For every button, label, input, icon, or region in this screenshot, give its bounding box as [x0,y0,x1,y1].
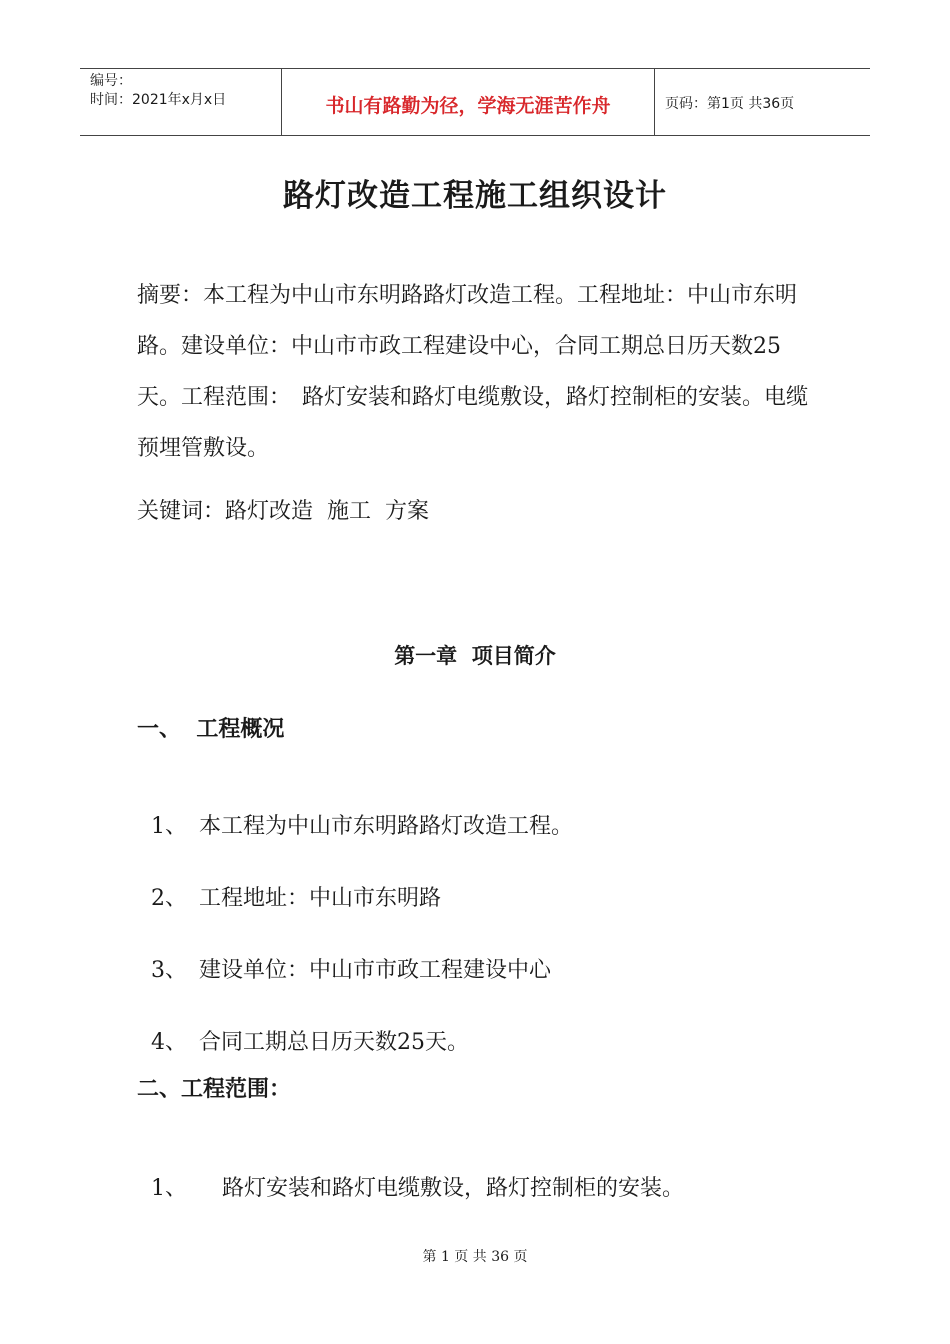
list-item-text: 工程地址：中山市东明路 [199,886,442,911]
document-time-label: 时间：2021年x月x日 [90,92,227,108]
list-item-number: 3、 [151,958,187,983]
header-meta [80,69,282,135]
page-header [80,68,870,136]
keywords-line: 关键词：路灯改造 施工 方案 [137,499,429,524]
list-item-text: 路灯安装和路灯电缆敷设，路灯控制柜的安装。 [222,1176,685,1201]
list-item-text: 合同工期总日历天数25天。 [199,1030,469,1055]
document-title: 路灯改造工程施工组织设计 [283,178,667,214]
list-item-number: 2、 [151,886,187,911]
header-motto: 书山有路勤为径，学海无涯苦作舟 [282,69,655,135]
list-item [137,1000,469,1056]
page-footer: 第 1 页 共 36 页 [422,1249,528,1265]
list-item [137,856,441,912]
chapter-title: 第一章 项目简介 [394,643,556,668]
abstract-paragraph: 摘要：本工程为中山市东明路路灯改造工程。工程地址：中山市东明路。建设单位：中山市市政工程建设中心，合同工期总日历天数25天。工程范围： 路灯安装和路灯电缆敷设，路灯控制柜的安装。电缆预埋管敷设。 [137,283,809,461]
header-page-code: 页码：第1页 共36页 [665,96,795,112]
document-number-label: 编号： [90,73,132,89]
list-item-text: 建设单位：中山市市政工程建设中心 [199,958,552,983]
section-heading-scope: 二、工程范围： [137,1076,292,1102]
list-item [137,1146,684,1202]
list-item-number: 1、 [151,1176,187,1201]
list-item [137,928,551,984]
list-item-number: 4、 [151,1030,187,1055]
list-item-number: 1、 [151,814,187,839]
list-item [137,784,573,840]
list-item-text: 本工程为中山市东明路路灯改造工程。 [199,814,574,839]
section-heading-overview: 一、 工程概况 [137,716,285,742]
